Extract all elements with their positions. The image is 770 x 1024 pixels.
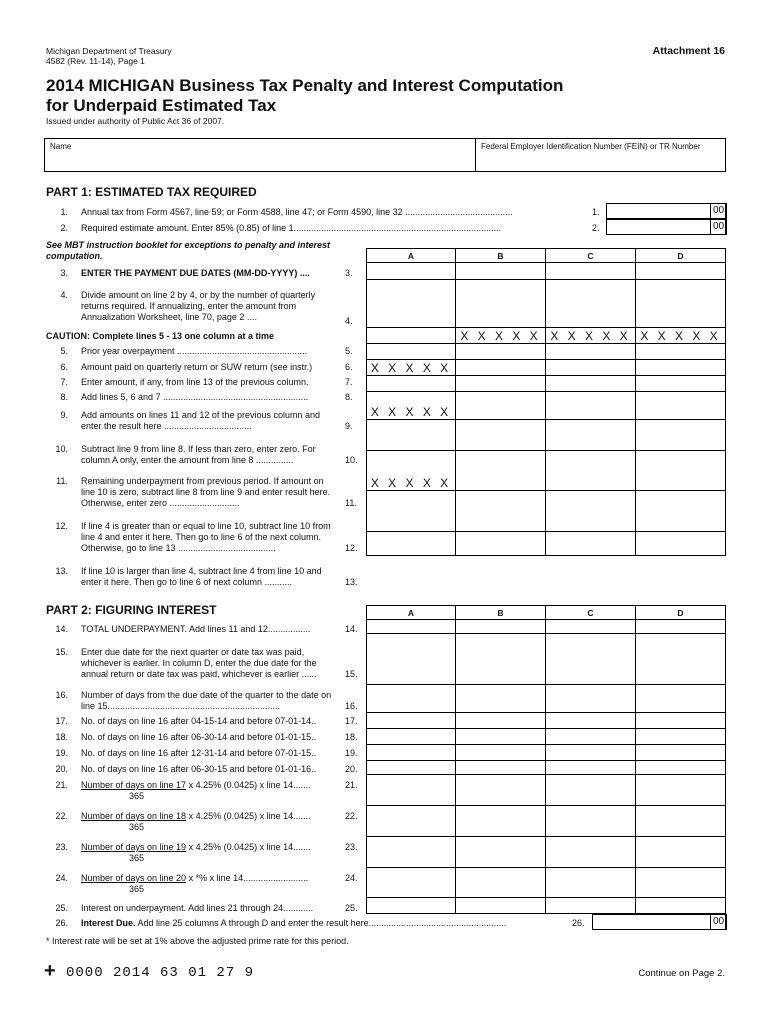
part2-cell-2-c[interactable] xyxy=(546,685,636,713)
part1-cell-10-a[interactable] xyxy=(366,532,456,556)
part2-line20-text: No. of days on line 16 after 06-30-15 and before 01-01-16.. xyxy=(81,764,317,774)
fein-field[interactable] xyxy=(479,153,723,170)
part2-cell-7-b[interactable] xyxy=(456,775,546,806)
part2-cell-0-c[interactable] xyxy=(546,619,636,634)
part2-cell-4-d[interactable] xyxy=(636,729,726,745)
part1-line4-number: 4. xyxy=(60,290,68,300)
part2-col-a-header: A xyxy=(366,605,456,620)
part1-cell-4-d[interactable] xyxy=(636,360,726,376)
part2-cell-6-b[interactable] xyxy=(456,761,546,775)
part1-cell-8-a: X X X X X xyxy=(366,451,456,491)
part1-row-7 xyxy=(366,420,726,451)
part1-cell-7-d[interactable] xyxy=(636,420,726,451)
part1-line5-ref: 5. xyxy=(345,346,353,356)
part2-line19-number: 19. xyxy=(55,748,68,758)
line1-amount-field[interactable] xyxy=(606,203,726,219)
part1-cell-6-a: X X X X X xyxy=(366,392,456,420)
part1-cell-1-c[interactable] xyxy=(546,280,636,328)
part1-cell-2-a[interactable] xyxy=(366,328,456,344)
part1-cell-6-b[interactable] xyxy=(456,392,546,420)
part1-line13-ref: 13. xyxy=(345,577,358,587)
part2-cell-4-b[interactable] xyxy=(456,729,546,745)
part1-cell-4-b[interactable] xyxy=(456,360,546,376)
part2-line25-number: 25. xyxy=(55,903,68,913)
part2-line24-ref: 24. xyxy=(345,873,358,883)
part2-cell-5-b[interactable] xyxy=(456,745,546,761)
part1-cell-0-a[interactable] xyxy=(366,262,456,280)
part2-line18-number: 18. xyxy=(55,732,68,742)
part1-cell-0-c[interactable] xyxy=(546,262,636,280)
part1-cell-3-a[interactable] xyxy=(366,344,456,360)
part1-cell-8-b[interactable] xyxy=(456,451,546,491)
part2-cell-3-d[interactable] xyxy=(636,713,726,729)
part2-cell-9-c[interactable] xyxy=(546,837,636,868)
department-name: Michigan Department of Treasury xyxy=(46,46,172,56)
attachment-number: Attachment 16 xyxy=(652,45,725,57)
part2-line16-ref: 16. xyxy=(345,701,358,711)
part2-cell-11-a[interactable] xyxy=(366,898,456,914)
part1-cell-10-d[interactable] xyxy=(636,532,726,556)
part1-cell-10-c[interactable] xyxy=(546,532,636,556)
part2-col-c-header: C xyxy=(546,605,636,620)
part1-row-1 xyxy=(366,280,726,328)
part1-cell-7-c[interactable] xyxy=(546,420,636,451)
part1-cell-1-a[interactable] xyxy=(366,280,456,328)
part2-cell-5-c[interactable] xyxy=(546,745,636,761)
part2-line17-text: No. of days on line 16 after 04-15-14 and before 07-01-14.. xyxy=(81,716,317,726)
part2-line24-number: 24. xyxy=(55,873,68,883)
part2-line17-ref: 17. xyxy=(345,716,358,726)
part1-cell-1-d[interactable] xyxy=(636,280,726,328)
part2-line14-number: 14. xyxy=(55,624,68,634)
issued-authority: Issued under authority of Public Act 36 of 2007. xyxy=(46,116,225,126)
part1-line3-text: ENTER THE PAYMENT DUE DATES (MM-DD-YYYY) .... xyxy=(81,268,310,278)
part1-line4-text: Divide amount on line 2 by 4, or by the number of quarterly returns required. If annualizing, enter the amount from Annualization Worksheet, line 70, page 2 .... xyxy=(81,290,316,322)
part1-line12-number: 12. xyxy=(55,521,68,531)
part1-cell-2-c: X X X X X xyxy=(546,328,636,344)
part1-line6-number: 6. xyxy=(60,362,68,372)
interest-footnote: * Interest rate will be set at 1% above the adjusted prime rate for this period. xyxy=(46,936,349,946)
part2-row-9 xyxy=(366,837,726,868)
line26-text xyxy=(81,918,506,929)
line26-rest: Add line 25 columns A through D and enter the result here....................................................... xyxy=(135,918,507,928)
part1-line8-ref: 8. xyxy=(345,392,353,402)
part2-col-d-header: D xyxy=(636,605,726,620)
part1-cell-0-b[interactable] xyxy=(456,262,546,280)
part2-cell-6-d[interactable] xyxy=(636,761,726,775)
part1-line11-ref: 11. xyxy=(345,498,357,508)
part2-line23-text: Number of days on line 19 x 4.25% (0.0425) x line 14....... 365 xyxy=(81,842,311,863)
line26-ref: 26. xyxy=(572,918,585,928)
part1-cell-5-c[interactable] xyxy=(546,376,636,392)
part2-row-11 xyxy=(366,898,726,914)
part2-line17-number: 17. xyxy=(55,716,68,726)
part1-cell-0-d[interactable] xyxy=(636,262,726,280)
part1-cell-4-c[interactable] xyxy=(546,360,636,376)
part1-col-c-header: C xyxy=(546,248,636,263)
exceptions-note: See MBT instruction booklet for exceptions to penalty and interest computation. xyxy=(46,240,331,261)
part2-cell-3-a[interactable] xyxy=(366,713,456,729)
part2-line22-text: Number of days on line 18 x 4.25% (0.0425) x line 14....... 365 xyxy=(81,811,311,832)
line26-number: 26. xyxy=(55,918,68,928)
form-title-line2: for Underpaid Estimated Tax xyxy=(46,96,277,115)
part2-cell-1-d[interactable] xyxy=(636,634,726,685)
part2-cell-2-b[interactable] xyxy=(456,685,546,713)
part2-line21-number: 21. xyxy=(55,780,68,790)
fein-label: Federal Employer Identification Number (FEIN) or TR Number xyxy=(481,142,701,151)
part2-cell-2-a[interactable] xyxy=(366,685,456,713)
part1-cell-3-c[interactable] xyxy=(546,344,636,360)
name-label: Name xyxy=(50,142,72,151)
part1-cell-8-d[interactable] xyxy=(636,451,726,491)
line2-number: 2. xyxy=(60,223,68,233)
name-field[interactable] xyxy=(47,153,471,170)
part1-line10-text: Subtract line 9 from line 8. If less than zero, enter zero. For column A only, enter the amount from line 8 ............... xyxy=(81,444,316,465)
part2-cell-11-b[interactable] xyxy=(456,898,546,914)
part1-title: PART 1: ESTIMATED TAX REQUIRED xyxy=(46,185,257,199)
part2-line18-ref: 18. xyxy=(345,732,358,742)
part1-line10-number: 10. xyxy=(55,444,68,454)
part2-col-b-header: B xyxy=(456,605,546,620)
part1-cell-3-b[interactable] xyxy=(456,344,546,360)
part2-cell-5-d[interactable] xyxy=(636,745,726,761)
part1-row-5 xyxy=(366,376,726,392)
part1-cell-2-d: X X X X X xyxy=(636,328,726,344)
part1-line5-number: 5. xyxy=(60,346,68,356)
part1-line6-ref: 6. xyxy=(345,362,353,372)
part1-row-2 xyxy=(366,328,726,344)
part1-cell-9-b[interactable] xyxy=(456,491,546,532)
part2-cell-1-c[interactable] xyxy=(546,634,636,685)
part1-line11-text: Remaining underpayment from previous period. If amount on line 10 is zero, subtract line 8 from line 9 and enter result here. Otherwise, enter zero ............................ xyxy=(81,476,331,508)
part1-cell-10-b[interactable] xyxy=(456,532,546,556)
part1-row-9 xyxy=(366,491,726,532)
part2-row-4 xyxy=(366,729,726,745)
part1-cell-9-c[interactable] xyxy=(546,491,636,532)
part1-cell-1-b[interactable] xyxy=(456,280,546,328)
part1-line3-ref: 3. xyxy=(345,268,353,278)
part2-line22-ref: 22. xyxy=(345,811,358,821)
part1-line10-ref: 10. xyxy=(345,455,358,465)
part1-cell-6-d[interactable] xyxy=(636,392,726,420)
part2-row-2 xyxy=(366,685,726,713)
part2-cell-11-c[interactable] xyxy=(546,898,636,914)
line2-amount-field[interactable] xyxy=(606,219,726,235)
part2-cell-1-b[interactable] xyxy=(456,634,546,685)
part2-row-8 xyxy=(366,806,726,837)
part2-cell-9-a[interactable] xyxy=(366,837,456,868)
part1-line13-number: 13. xyxy=(55,566,68,576)
part2-cell-2-d[interactable] xyxy=(636,685,726,713)
part1-line9-number: 9. xyxy=(60,410,68,420)
caution-note: CAUTION: Complete lines 5 - 13 one column at a time xyxy=(46,331,275,341)
part2-cell-10-c[interactable] xyxy=(546,868,636,898)
part1-cell-5-a[interactable] xyxy=(366,376,456,392)
part2-cell-0-b[interactable] xyxy=(456,619,546,634)
part1-cell-8-c[interactable] xyxy=(546,451,636,491)
form-revision: 4582 (Rev. 11-14), Page 1 xyxy=(46,56,145,66)
line1-ref: 1. xyxy=(592,207,600,217)
part2-line15-ref: 15. xyxy=(345,669,358,679)
part1-line12-ref: 12. xyxy=(345,543,358,553)
part1-row-3 xyxy=(366,344,726,360)
part1-line11-number: 11. xyxy=(56,476,68,486)
line26-bold: Interest Due. xyxy=(81,918,136,928)
part2-line16-number: 16. xyxy=(55,690,68,700)
part2-line22-number: 22. xyxy=(55,811,68,821)
line2-cents: 00 xyxy=(710,219,727,235)
line1-cents: 00 xyxy=(710,203,727,219)
part2-cell-8-b[interactable] xyxy=(456,806,546,837)
part2-cell-4-c[interactable] xyxy=(546,729,636,745)
part1-cell-9-a[interactable] xyxy=(366,491,456,532)
part2-cell-7-c[interactable] xyxy=(546,775,636,806)
form-title-line1: 2014 MICHIGAN Business Tax Penalty and Interest Computation xyxy=(46,76,564,95)
part2-cell-10-a[interactable] xyxy=(366,868,456,898)
part2-title: PART 2: FIGURING INTEREST xyxy=(46,603,217,617)
part2-cell-5-a[interactable] xyxy=(366,745,456,761)
part2-cell-3-c[interactable] xyxy=(546,713,636,729)
part2-cell-4-a[interactable] xyxy=(366,729,456,745)
part2-line14-text: TOTAL UNDERPAYMENT. Add lines 11 and 12................. xyxy=(81,624,311,634)
part1-cell-5-d[interactable] xyxy=(636,376,726,392)
part2-line20-ref: 20. xyxy=(345,764,358,774)
part2-line25-ref: 25. xyxy=(345,903,358,913)
line26-cents: 00 xyxy=(710,914,727,930)
part2-line21-text: Number of days on line 17 x 4.25% (0.0425) x line 14....... 365 xyxy=(81,780,311,801)
part2-row-1 xyxy=(366,634,726,685)
part1-cell-7-b[interactable] xyxy=(456,420,546,451)
part1-row-6 xyxy=(366,392,726,420)
part2-cell-9-b[interactable] xyxy=(456,837,546,868)
part2-cell-8-d[interactable] xyxy=(636,806,726,837)
part1-cell-9-d[interactable] xyxy=(636,491,726,532)
part1-cell-7-a[interactable] xyxy=(366,420,456,451)
part2-cell-9-d[interactable] xyxy=(636,837,726,868)
part2-cell-7-d[interactable] xyxy=(636,775,726,806)
part2-line24-text: Number of days on line 20 x *% x line 14.......................... 365 xyxy=(81,873,309,894)
part1-cell-6-c[interactable] xyxy=(546,392,636,420)
part2-line19-text: No. of days on line 16 after 12-31-14 and before 07-01-15.. xyxy=(81,748,317,758)
part2-line21-ref: 21. xyxy=(345,780,358,790)
plus-mark: + xyxy=(44,960,56,982)
identification-box xyxy=(44,138,726,172)
part2-row-10 xyxy=(366,868,726,898)
part2-line15-number: 15. xyxy=(55,647,68,657)
part1-cell-5-b[interactable] xyxy=(456,376,546,392)
part1-line7-number: 7. xyxy=(60,377,68,387)
part1-line7-text: Enter amount, if any, from line 13 of the previous column. xyxy=(81,377,309,387)
part1-cell-2-b: X X X X X xyxy=(456,328,546,344)
part2-cell-8-c[interactable] xyxy=(546,806,636,837)
part1-line12-text: If line 4 is greater than or equal to line 10, subtract line 10 from line 4 and enter it here. Then go to line 6 of the next column. Otherwise, go to line 13 ....................................... xyxy=(81,521,331,553)
part2-cell-0-d[interactable] xyxy=(636,619,726,634)
part1-line8-text: Add lines 5, 6 and 7 .......................................................... xyxy=(81,392,309,402)
part1-line13-text: If line 10 is larger than line 4, subtract line 4 from line 10 and enter it here. Then go to line 6 of next column ........... xyxy=(81,566,322,587)
part1-line8-number: 8. xyxy=(60,392,68,402)
part2-cell-3-b[interactable] xyxy=(456,713,546,729)
part1-col-b-header: B xyxy=(456,248,546,263)
part2-cell-1-a[interactable] xyxy=(366,634,456,685)
part2-line16-text: Number of days from the due date of the quarter to the date on line 15..................................................................... xyxy=(81,690,332,711)
part2-row-6 xyxy=(366,761,726,775)
part2-line23-ref: 23. xyxy=(345,842,358,852)
part2-cell-10-b[interactable] xyxy=(456,868,546,898)
line2-ref: 2. xyxy=(592,223,600,233)
part2-line18-text: No. of days on line 16 after 06-30-14 and before 01-01-15.. xyxy=(81,732,317,742)
part1-grid xyxy=(366,248,726,263)
part1-line9-ref: 9. xyxy=(345,421,353,431)
part2-cell-0-a[interactable] xyxy=(366,619,456,634)
part1-row-4 xyxy=(366,360,726,376)
part1-line9-text: Add amounts on lines 11 and 12 of the previous column and enter the result here ................................... xyxy=(81,410,320,431)
line1-number: 1. xyxy=(60,207,68,217)
part1-cell-4-a: X X X X X xyxy=(366,360,456,376)
continue-note: Continue on Page 2. xyxy=(638,968,725,979)
part2-cell-11-d[interactable] xyxy=(636,898,726,914)
part2-cell-7-a[interactable] xyxy=(366,775,456,806)
part1-row-8 xyxy=(366,451,726,491)
part2-line25-text: Interest on underpayment. Add lines 21 through 24............ xyxy=(81,903,314,913)
part1-line6-text: Amount paid on quarterly return or SUW return (see instr.) xyxy=(81,362,313,372)
part2-row-0 xyxy=(366,619,726,634)
part1-cell-3-d[interactable] xyxy=(636,344,726,360)
part1-line3-number: 3. xyxy=(60,268,68,278)
part2-cell-8-a[interactable] xyxy=(366,806,456,837)
line1-text: Annual tax from Form 4567, line 59; or Form 4588, line 47; or Form 4590, line 32 ........................................... xyxy=(81,207,513,217)
part2-row-7 xyxy=(366,775,726,806)
line2-text: Required estimate amount. Enter 85% (0.85) of line 1................................................................................... xyxy=(81,223,502,233)
form-barcode-number: 0000 2014 63 01 27 9 xyxy=(66,965,255,981)
part2-cell-10-d[interactable] xyxy=(636,868,726,898)
part2-line23-number: 23. xyxy=(55,842,68,852)
part1-line5-text: Prior year overpayment .................................................... xyxy=(81,346,308,356)
part1-row-0 xyxy=(366,262,726,280)
part2-cell-6-c[interactable] xyxy=(546,761,636,775)
part2-cell-6-a[interactable] xyxy=(366,761,456,775)
part1-col-a-header: A xyxy=(366,248,456,263)
part2-headers xyxy=(366,605,726,620)
part1-line4-ref: 4. xyxy=(345,316,353,326)
part2-row-5 xyxy=(366,745,726,761)
part2-line14-ref: 14. xyxy=(345,624,358,634)
line26-amount-field[interactable] xyxy=(592,914,726,930)
part1-line7-ref: 7. xyxy=(345,377,353,387)
part1-row-10 xyxy=(366,532,726,556)
part2-line19-ref: 19. xyxy=(345,748,358,758)
part2-line20-number: 20. xyxy=(55,764,68,774)
part2-line15-text: Enter due date for the next quarter or date tax was paid, whichever is earlier. In column D, enter the due date for the annual return or date tax was paid, whichever is earlier ...... xyxy=(81,647,317,679)
part1-col-d-header: D xyxy=(636,248,726,263)
part2-row-3 xyxy=(366,713,726,729)
